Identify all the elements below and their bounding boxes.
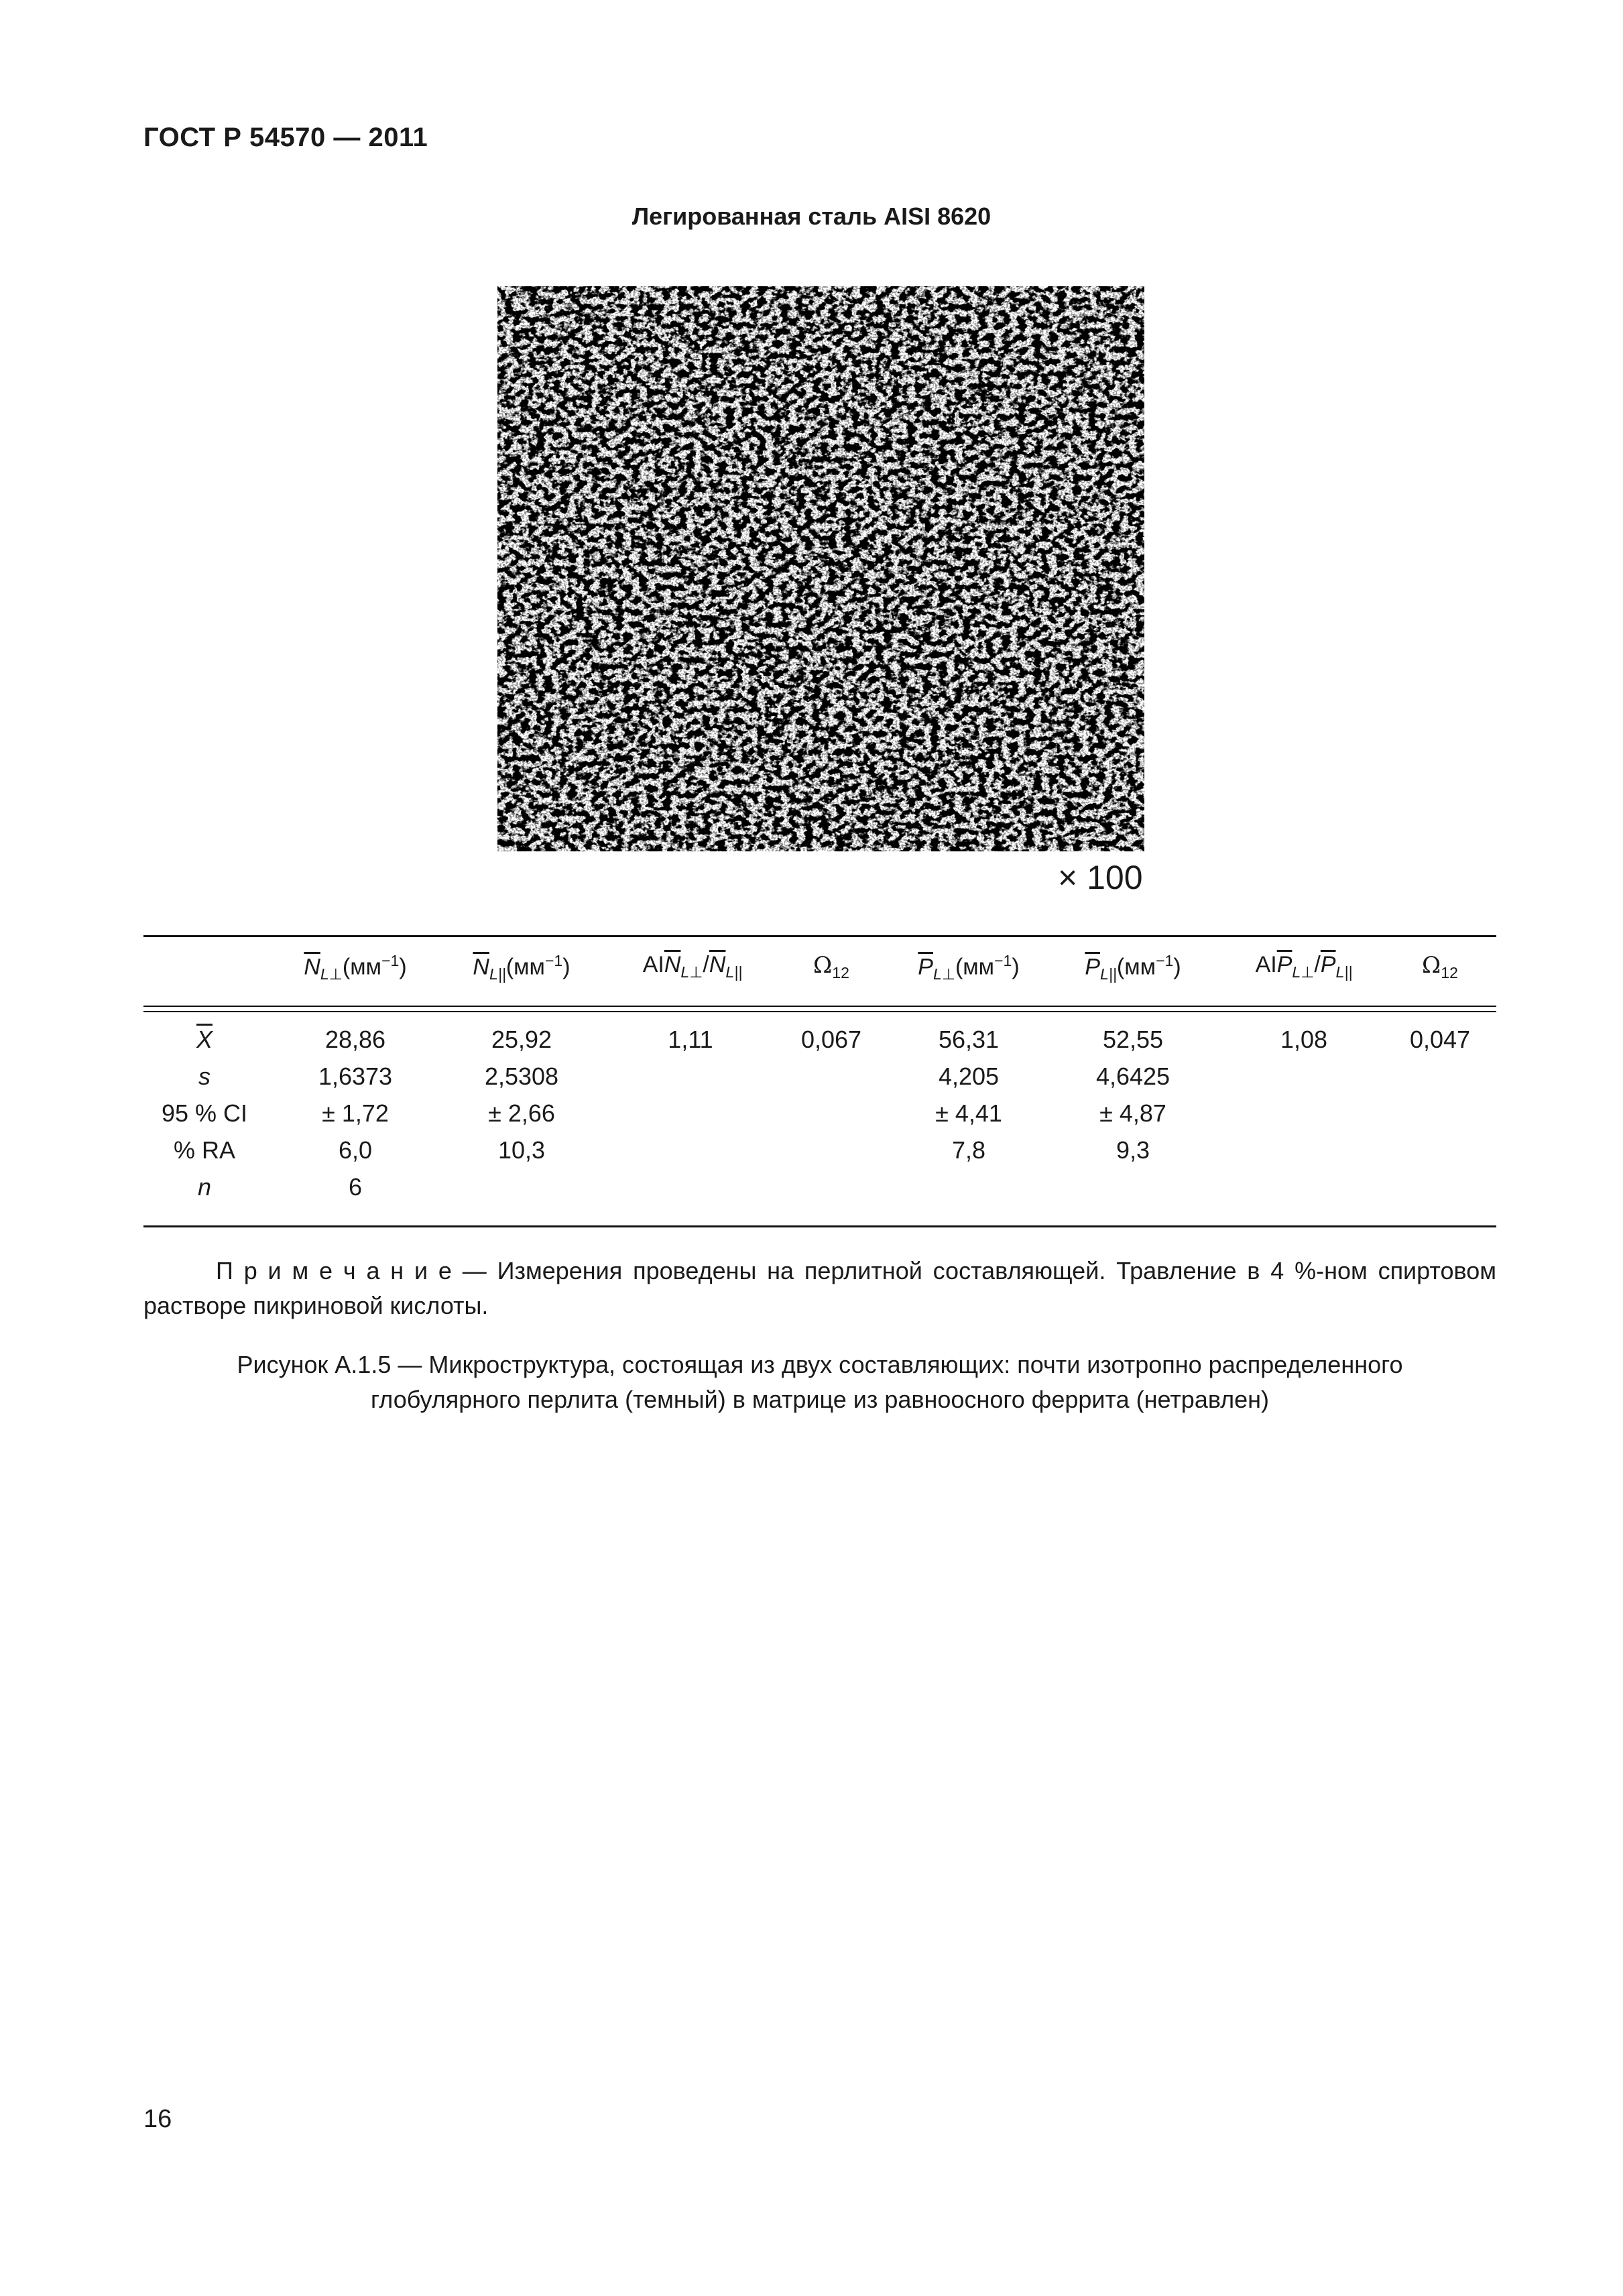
page-number: 16: [143, 2105, 172, 2133]
header-n-perp: $\overline{N}_{L\perp}(мм^{-1})$: [304, 952, 407, 983]
header-p-perp: $\overline{P}_{L\perp}(мм^{-1})$: [918, 952, 1020, 983]
table-cell: 2,5308: [484, 1063, 559, 1090]
header-ai-p: $AI\overline{P}_{L\perp}/\overline{P}_{L||}$: [1255, 952, 1353, 981]
header-n-par: $\overline{N}_{L||}(мм^{-1})$: [473, 952, 570, 983]
row-label: $\overline{X}$: [196, 1026, 213, 1053]
table-cell: 52,55: [1102, 1026, 1164, 1053]
table-cell: 6: [348, 1173, 363, 1201]
table-cell: 1,6373: [318, 1063, 393, 1090]
table-cell: 1,11: [668, 1026, 713, 1053]
table-cell: ± 2,66: [488, 1099, 555, 1127]
row-label: s: [198, 1063, 211, 1090]
table-cell: 10,3: [497, 1136, 546, 1164]
document-code: ГОСТ Р 54570 — 2011: [143, 123, 428, 152]
table-bottom-rule: [143, 1225, 1496, 1227]
magnification-label: × 100: [1058, 859, 1143, 896]
table-cell: ± 4,41: [935, 1099, 1002, 1127]
figure-title: Легированная сталь AISI 8620: [632, 202, 991, 230]
table-cell: 6,0: [338, 1136, 373, 1164]
caption-line-2: глобулярного перлита (темный) в матрице из равноосного феррита (нетравлен): [370, 1386, 1270, 1413]
table-cell: 25,92: [491, 1026, 552, 1053]
micrograph-image: [497, 286, 1144, 851]
table-cell: 28,86: [324, 1026, 386, 1053]
table-cell: 7,8: [951, 1136, 986, 1164]
table-cell: 4,205: [938, 1063, 1000, 1090]
table-header-rule-double: [143, 1011, 1496, 1012]
caption-line-1: Рисунок А.1.5 — Микроструктура, состоящая из двух составляющих: почти изотропно распределенного: [237, 1351, 1403, 1378]
table-cell: 0,067: [800, 1026, 862, 1053]
table-cell: 4,6425: [1095, 1063, 1170, 1090]
header-omega-1: $\Omega_{12}$: [813, 952, 849, 981]
table-top-rule: [143, 935, 1496, 937]
header-ai-n: $AI\overline{N}_{L\perp}/\overline{N}_{L||}$: [642, 952, 743, 981]
table-cell: 1,08: [1280, 1026, 1328, 1053]
row-label: 95 % CI: [161, 1099, 248, 1127]
table-cell: 9,3: [1116, 1136, 1150, 1164]
header-p-par: $\overline{P}_{L||}(мм^{-1})$: [1085, 952, 1181, 983]
row-label: % RA: [173, 1136, 236, 1164]
table-cell: ± 4,87: [1099, 1099, 1166, 1127]
header-omega-2: $\Omega_{12}$: [1422, 952, 1458, 981]
table-cell: ± 1,72: [322, 1099, 389, 1127]
table-header-rule: [143, 1006, 1496, 1007]
row-label: n: [197, 1173, 212, 1201]
note-text: П р и м е ч а н и е — Измерения проведены на перлитной составляющей. Травление в 4 %-ном спиртовом растворе пикриновой кислоты.: [143, 1257, 1496, 1319]
table-cell: 0,047: [1409, 1026, 1471, 1053]
table-cell: 56,31: [938, 1026, 1000, 1053]
figure-caption: [143, 1347, 1496, 1417]
